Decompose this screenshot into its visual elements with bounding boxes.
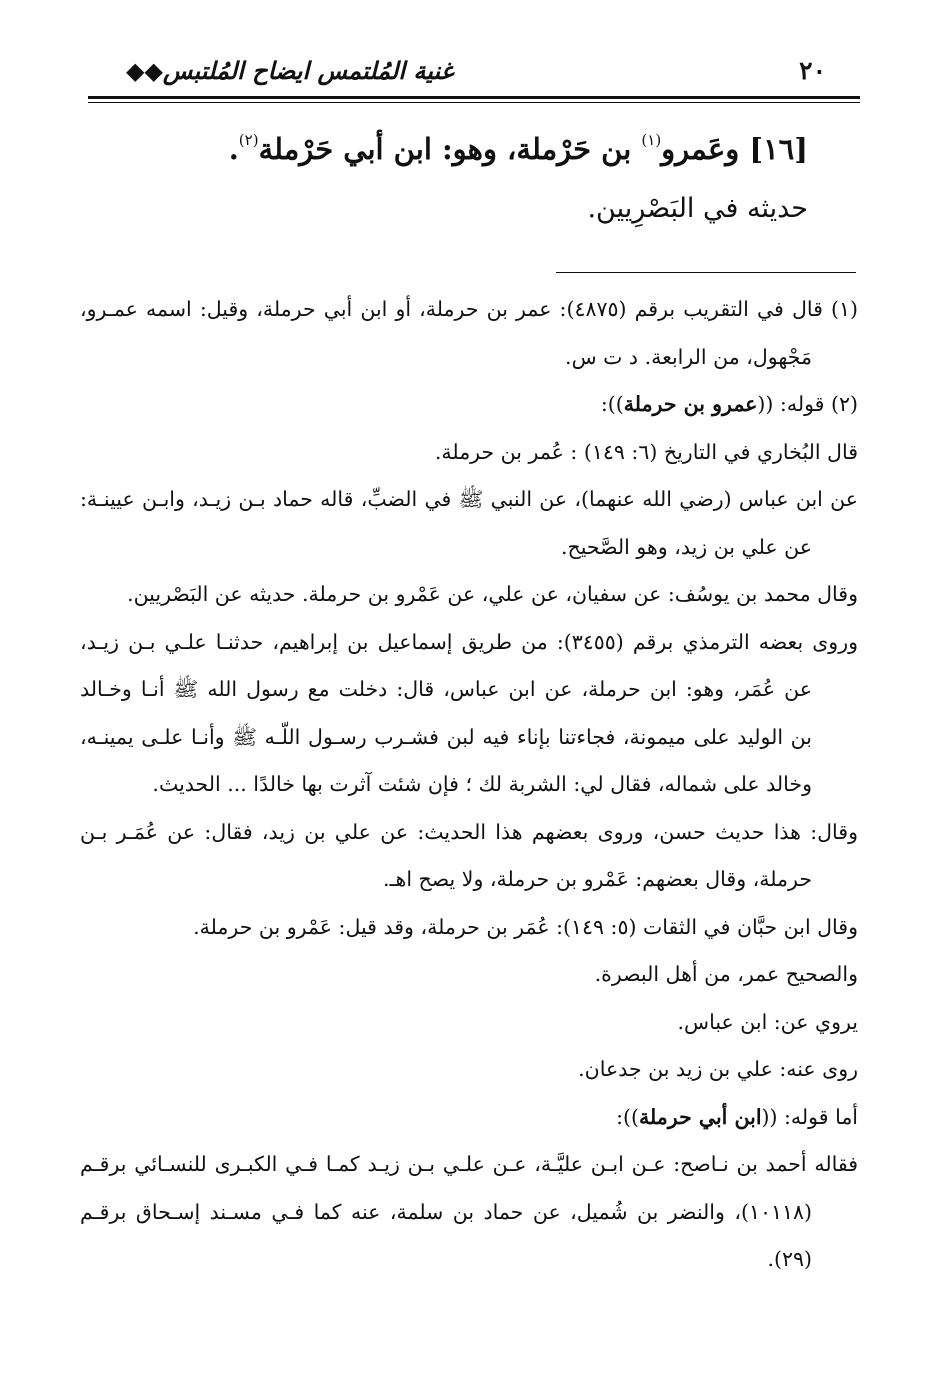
footnote-text: أما قوله: ((: [761, 1104, 858, 1129]
footnote-ref-2[interactable]: (٢): [238, 131, 259, 149]
header-rule: [88, 96, 860, 99]
entry-heading: [108, 124, 808, 174]
footnote-line: عن علي بن زيد، وهو الصَّحيح.: [560, 534, 812, 559]
footnote-bold-term: عمرو بن حرملة: [623, 392, 758, 416]
footnote-text: )):: [600, 392, 624, 416]
footnote-separator: [556, 272, 856, 273]
footnote-line: وخالد على شماله، فقال لي: الشربة لك ؛ فإن شئت آثرت بها خالدًا ... الحديث.: [152, 772, 812, 796]
footnote-line: روى عنه: علي بن زيد بن جدعان.: [578, 1057, 858, 1081]
footnote-line: يروي عن: ابن عباس.: [677, 1009, 858, 1034]
entry-name-end: .: [228, 132, 239, 166]
footnote-line: (١) قال في التقريب برقم (٤٨٧٥): عمر بن حرملة، أو ابن أبي حرملة، وقيل: اسمه عمـرو،: [80, 297, 859, 321]
header-rule-thin: [88, 102, 860, 103]
footnote-line: فقاله أحمد بن نـاصح: عـن ابـن عليَّـة، عـن علـي بـن زيـد كمـا فـي الكبـرى للنسـائي برقـم: [80, 1152, 858, 1176]
footnote-line: والصحيح عمر، من أهل البصرة.: [594, 962, 858, 986]
footnote-ref-1[interactable]: (١): [641, 131, 662, 149]
footnote-line: مَجْهول، من الرابعة. د ت س.: [565, 344, 812, 369]
footnote-line: وقال محمد بن يوسُف: عن سفيان، عن علي، عن عَمْرو بن حرملة. حديثه عن البَصْريين.: [127, 582, 858, 606]
footnote-line: حرملة، وقال بعضهم: عَمْرو بن حرملة، ولا يصح اهـ.: [383, 867, 812, 891]
footnote-line: وقال ابن حبَّان في الثقات (٥: ١٤٩): عُمَر بن حرملة، وقد قيل: عَمْرو بن حرملة.: [193, 914, 858, 939]
footnotes: [80, 286, 858, 1284]
page-number: ٢٠: [799, 56, 826, 85]
footnote-line: قال البُخاري في التاريخ (٦: ١٤٩) : عُمر بن حرملة.: [434, 439, 858, 464]
entry-name-b: بن حَرْملة، وهو: ابن أبي حَرْملة: [258, 132, 632, 166]
footnote-text: )):: [616, 1104, 639, 1129]
footnote-line: عن ابن عباس (رضي الله عنهما)، عن النبي ﷺ في الضبِّ، قاله حماد بـن زيـد، وابـن عيينـة:: [80, 487, 858, 511]
footnote-text: (٢) قوله: ((: [757, 392, 858, 416]
footnote-line: (١٠١١٨)، والنضر بن شُميل، عن حماد بن سلمة، عنه كما فـي مسـند إسـحاق برقـم: [80, 1199, 812, 1224]
footnote-line: بن الوليد على ميمونة، فجاءتنا بإناء فيه لبن فشـرب رسـول اللّـه ﷺ وأنـا علـى يمينـه،: [80, 724, 812, 749]
footnote-line: [80, 1094, 858, 1142]
footnote-line: وروى بعضه الترمذي برقم (٣٤٥٥): من طريق إسماعيل بن إبراهيم، حدثنـا علـي بـن زيـد،: [80, 629, 859, 654]
entry-body-line: حديثه في البَصْرِيين.: [587, 193, 808, 224]
footnote-line: عن عُمَر، وهو: ابن حرملة، عن ابن عباس، قال: دخلت مع رسول الله ﷺ أنـا وخـالد: [80, 677, 812, 701]
running-title: غنية المُلتمس ايضاح المُلتبس◆◆: [126, 56, 454, 85]
footnote-line: (٢٩).: [767, 1247, 812, 1271]
entry-name-a: وعَمرو: [661, 132, 740, 166]
footnote-line: [80, 381, 858, 429]
page-header: [88, 46, 860, 96]
footnote-bold-term: ابن أبي حرملة: [639, 1104, 762, 1129]
entry-number: [١٦]: [749, 132, 808, 166]
footnote-line: وقال: هذا حديث حسن، وروى بعضهم هذا الحديث: عن علي بن زيد، فقال: عن عُمَـر بـن: [80, 819, 858, 844]
